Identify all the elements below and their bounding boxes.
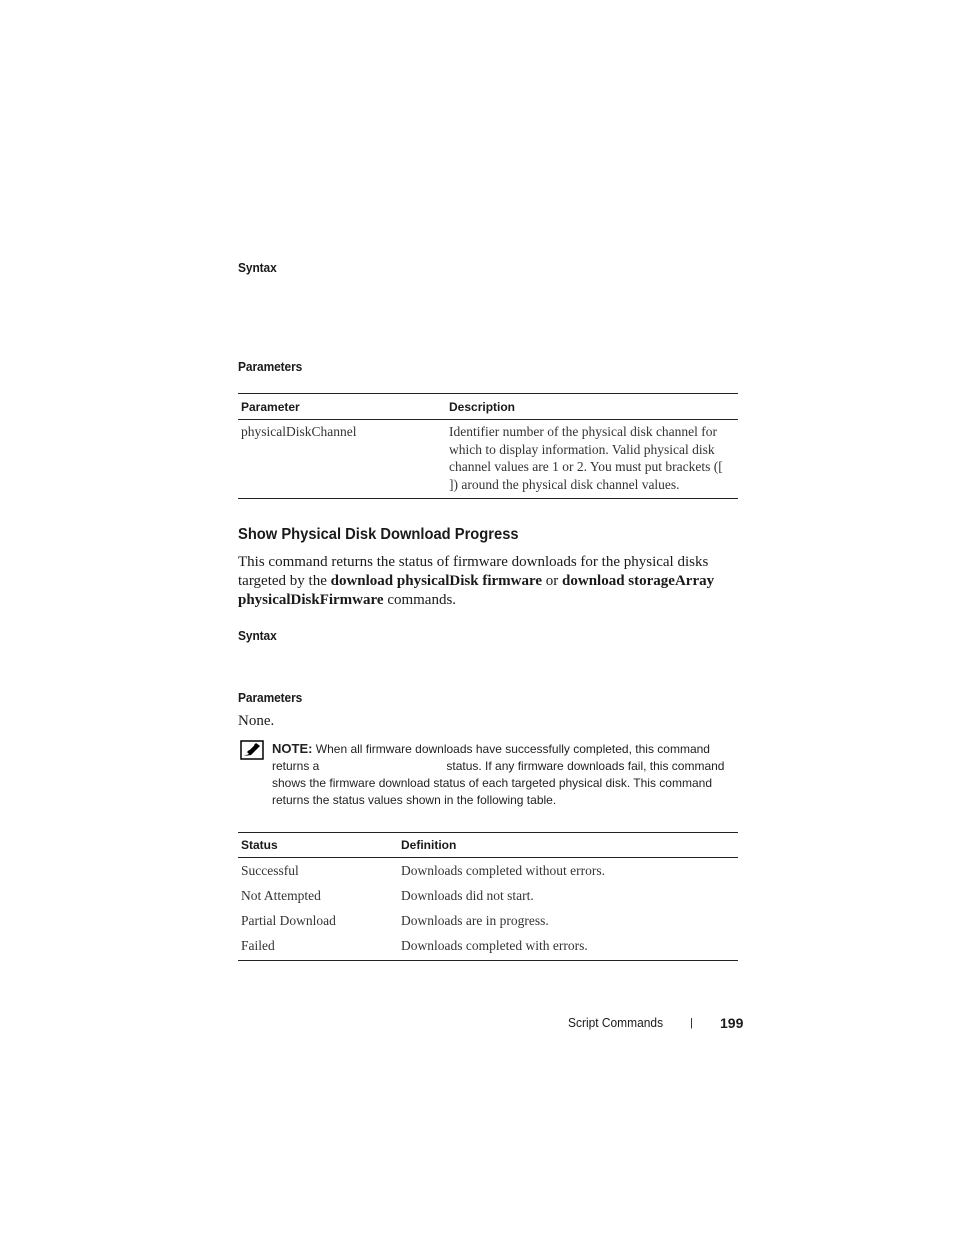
parameters-heading: Parameters	[238, 359, 303, 374]
column-header-description: Description	[446, 394, 738, 420]
column-header-status: Status	[238, 833, 398, 858]
status-table	[238, 832, 738, 961]
table-row	[238, 858, 738, 884]
syntax-heading-2: Syntax	[238, 628, 277, 643]
definition-cell: Downloads did not start.	[401, 888, 534, 903]
column-header-parameter: Parameter	[238, 394, 446, 420]
definition-cell: Downloads completed with errors.	[401, 938, 588, 953]
table-row	[238, 933, 738, 961]
note-text-1: When all firmware downloads have successfully completed, this command returns a	[272, 742, 710, 773]
note-block	[272, 740, 738, 809]
status-cell: Failed	[241, 938, 275, 953]
table-header-row	[238, 833, 738, 858]
syntax-heading: Syntax	[238, 260, 277, 275]
status-cell: Successful	[241, 863, 299, 878]
note-label: NOTE:	[272, 741, 313, 756]
note-text-2: status. If any firmware downloads fail, this command shows the firmware download status of each targeted physical disk. This command returns the status values shown in the following table.	[272, 759, 725, 807]
parameters-table	[238, 393, 738, 499]
parameter-cell: physicalDiskChannel	[241, 424, 357, 439]
status-cell: Not Attempted	[241, 888, 321, 903]
status-cell: Partial Download	[241, 913, 336, 928]
page-number: 199	[720, 1015, 744, 1031]
intro-text-3: commands.	[383, 592, 457, 608]
definition-cell: Downloads completed without errors.	[401, 863, 605, 878]
description-cell: Identifier number of the physical disk channel for which to display information. Valid physical disk channel values are 1 or 2. You must put brackets ([ ]) around the physical disk channel values.	[449, 424, 723, 492]
intro-paragraph	[238, 553, 738, 610]
note-pencil-icon	[240, 740, 264, 760]
parameters-none: None.	[238, 713, 275, 729]
section-title: Show Physical Disk Download Progress	[238, 526, 519, 543]
intro-text-1: This command returns the status of firmware downloads for the physical disks targeted by the	[238, 554, 709, 589]
footer-section-name: Script Commands	[568, 1015, 664, 1030]
parameters-heading-2: Parameters	[238, 690, 303, 705]
table-row	[238, 908, 738, 933]
column-header-definition: Definition	[398, 833, 738, 858]
definition-cell: Downloads are in progress.	[401, 913, 549, 928]
table-header-row	[238, 394, 738, 420]
intro-text-2: or	[542, 573, 563, 589]
command-download-physicaldisk-firmware: download physicalDisk firmware	[330, 573, 543, 589]
table-row	[238, 420, 738, 499]
footer-separator: |	[690, 1017, 693, 1029]
table-row	[238, 883, 738, 908]
command-download-storagearray-physicaldiskfirmware: download storageArray physicalDiskFirmware	[238, 573, 715, 608]
